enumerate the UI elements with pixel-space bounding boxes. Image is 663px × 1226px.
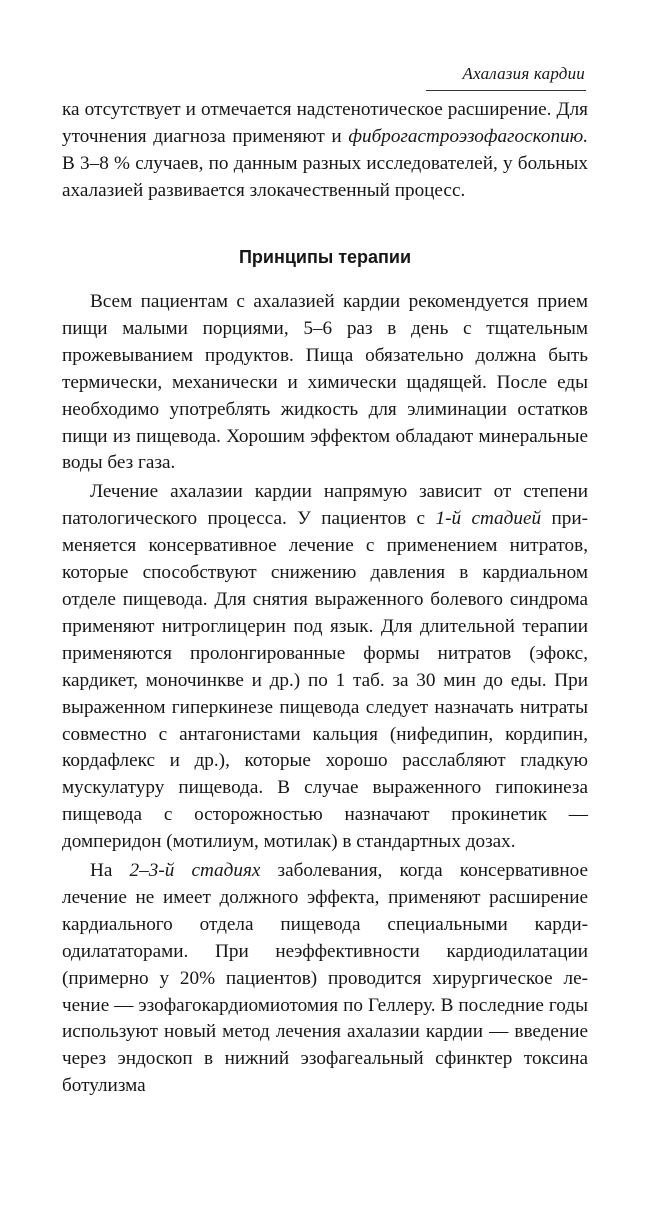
italic-term: 1-й стадией — [435, 508, 542, 530]
paragraph-stage-1-treatment — [62, 479, 588, 856]
text-run: В 3–8 % случаев, по данным разных исследователей, у больных ахалазией развивается злокачественный процесс. — [62, 152, 588, 201]
lead-text — [62, 97, 588, 205]
text-run: Всем пациентам с ахалазией кардии рекомендуется прием пищи малыми порциями, 5–6 раз в день с тщательным прожевыванием продуктов. Пища обязательно должна быть термически, механически и химически щадящей. После еды необходимо употреблять жидкость для элиминации остатков пищи из пищевода. Хорошим эффектом обладают минеральные воды без газа. — [62, 291, 588, 474]
text-run: ка отсутствует и отмечается надстенотическое расширение. Для уточнения диагноза применяют и — [62, 99, 588, 147]
italic-term: фиброгастроэзофагоскопию. — [348, 125, 588, 147]
text-run: применяется консервативное лечение с применением нитратов, которые способствуют снижению давления в кардиальном отделе пищевода. Для снятия выраженного болевого синдрома применяют нитроглицерин под язык. Для длительной терапии применяются пролонгированные формы нитратов (эфокс, кардикет, моночинкве и др.) по 1 таб. за 30 мин до еды. При выраженном гиперкинезе пищевода следует назначать нитраты совместно с антагонистами кальция (нифедипин, кордипин, кордафлекс и др.), которые хорошо расслабляют гладкую мускулатуру пищевода. В случае выраженного гипокинеза пищевода с осторожностью назначают прокинетик — домперидон (мотилиум, мотилак) в стандартных дозах. — [62, 508, 588, 853]
running-head-rule — [426, 90, 586, 91]
text-run: На — [90, 860, 130, 882]
italic-term: 2–3-й стадиях — [129, 860, 261, 882]
text-run: Лечение ахалазии кардии напрямую зависит от степени патологического процесса. У пациентов с — [62, 481, 588, 530]
paragraph-diet — [62, 289, 588, 477]
running-head: Ахалазия кардии — [462, 64, 585, 83]
paragraph-stage-2-3-treatment — [62, 858, 588, 1100]
text-run: заболевания, когда консервативное лечение не имеет должного эффекта, применяют расширение кардиального отдела пищевода специальными кардиодилататорами. При неэффективности кардиодилатации (примерно у 20% пациентов) проводится хирургическое лечение — эзофагокардиомиотомия по Геллеру. В последние годы используют новый метод лечения ахалазии кардии — введение через эндоскоп в нижний эзофагеальный сфинктер токсина ботулизма — [62, 860, 588, 1097]
lead-paragraph — [62, 97, 588, 205]
section-title: Принципы терапии — [238, 247, 412, 267]
body-text — [62, 289, 588, 1100]
